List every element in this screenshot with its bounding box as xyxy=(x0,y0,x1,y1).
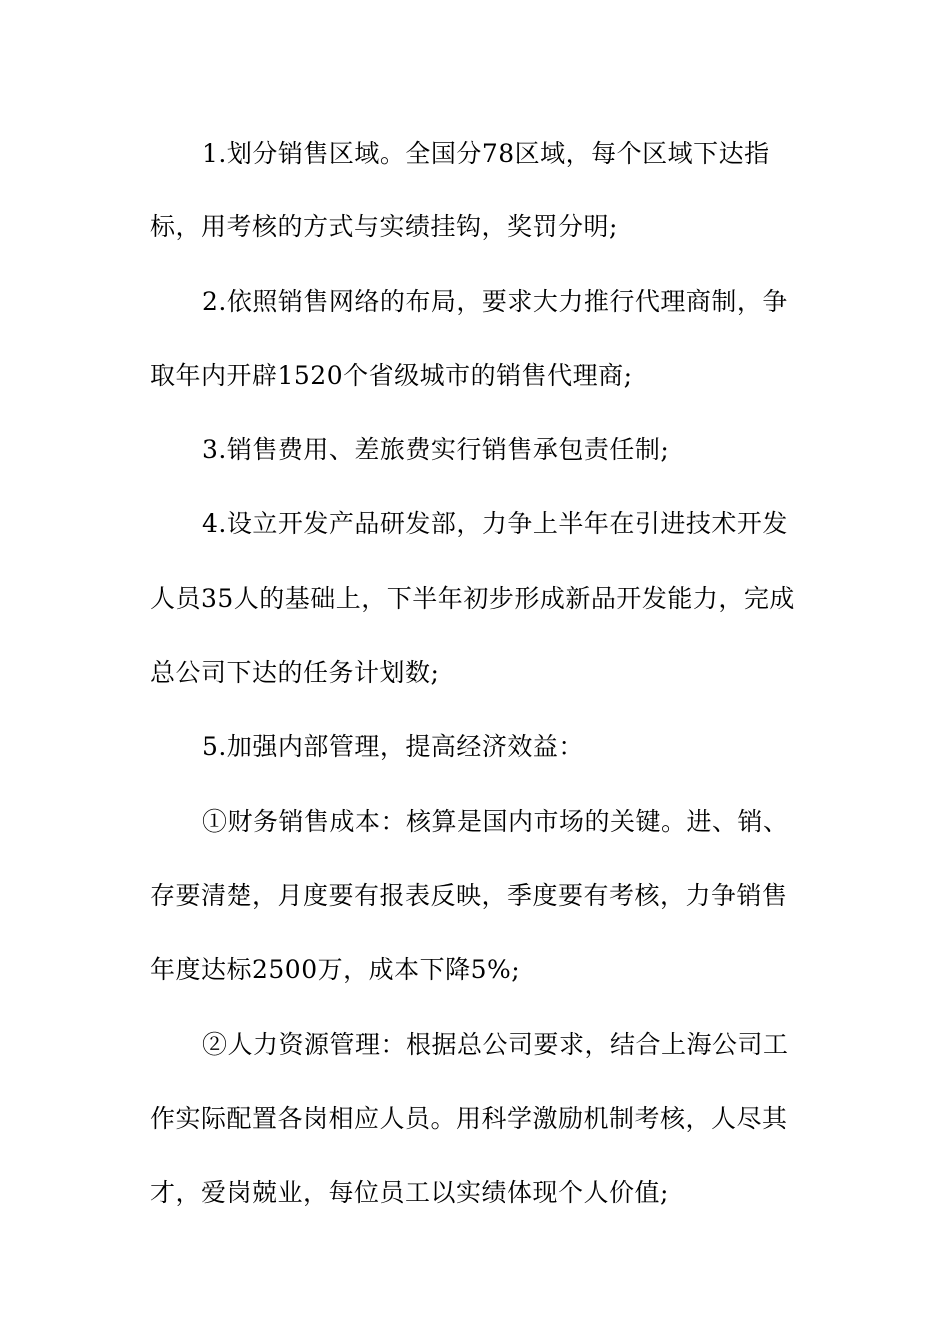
subitem-2-line-1: ②人力资源管理：根据总公司要求，结合上海公司工 xyxy=(202,1030,789,1059)
subitem-1-line-1: ①财务销售成本：核算是国内市场的关键。进、销、 xyxy=(202,807,789,836)
item-4-line-2: 人员35人的基础上，下半年初步形成新品开发能力，完成 xyxy=(150,584,795,613)
item-3-line-1: 3.销售费用、差旅费实行销售承包责任制; xyxy=(202,435,670,464)
item-2-line-1: 2.依照销售网络的布局，要求大力推行代理商制，争 xyxy=(202,287,788,316)
item-5-line-1: 5.加强内部管理，提高经济效益： xyxy=(202,732,584,761)
item-4-line-1: 4.设立开发产品研发部，力争上半年在引进技术开发 xyxy=(202,509,788,538)
subitem-1-line-3: 年度达标2500万，成本下降5%; xyxy=(150,955,521,984)
item-1-line-1: 1.划分销售区域。全国分78区域，每个区域下达指 xyxy=(202,139,770,168)
subitem-2-line-2: 作实际配置各岗相应人员。用科学激励机制考核，人尽其 xyxy=(150,1104,788,1133)
item-1-line-2: 标，用考核的方式与实绩挂钩，奖罚分明; xyxy=(150,212,618,241)
item-4-line-3: 总公司下达的任务计划数; xyxy=(150,658,440,687)
subitem-2-line-3: 才，爱岗兢业，每位员工以实绩体现个人价值; xyxy=(150,1178,669,1207)
item-2-line-2: 取年内开辟1520个省级城市的销售代理商; xyxy=(150,361,633,390)
subitem-1-line-2: 存要清楚，月度要有报表反映，季度要有考核，力争销售 xyxy=(150,881,788,910)
